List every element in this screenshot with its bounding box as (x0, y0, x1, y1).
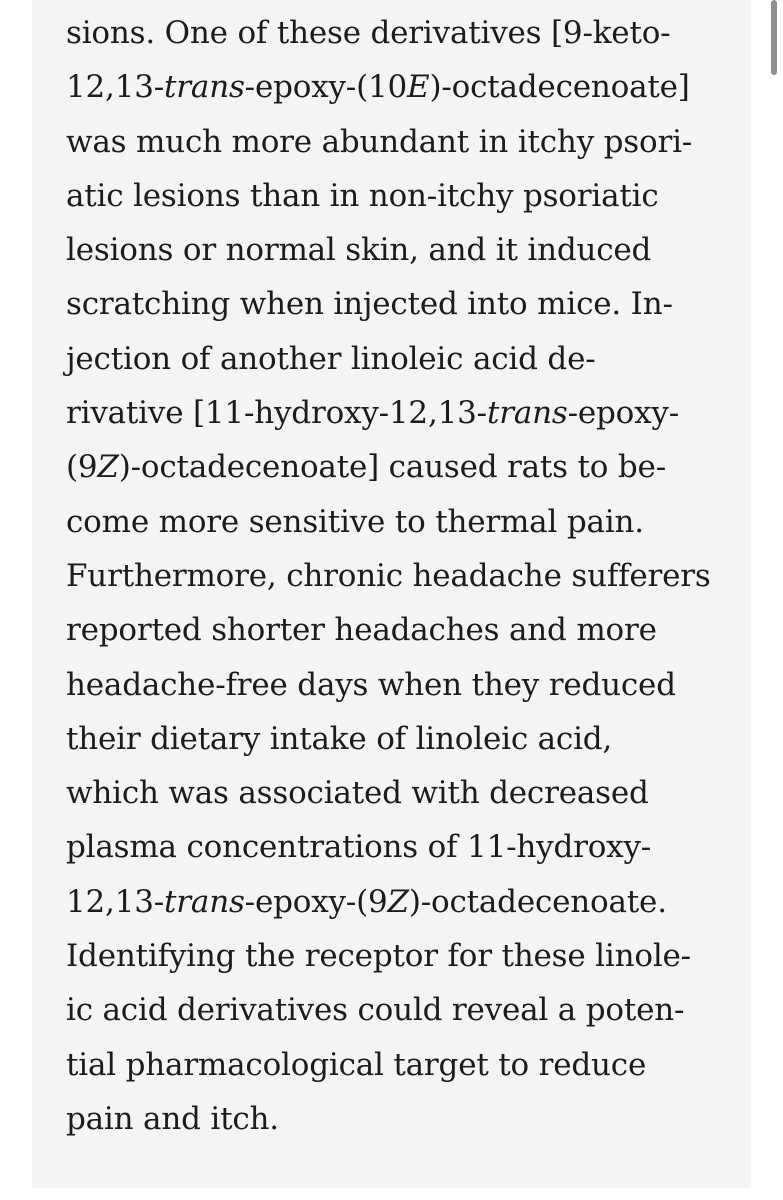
text-segment: -epoxy- (567, 395, 679, 432)
text-line (66, 169, 766, 223)
text-segment: tial pharmacological target to reduce (66, 1046, 647, 1083)
text-segment: their dietary intake of linoleic acid, (66, 720, 613, 757)
text-line (66, 603, 766, 657)
text-segment: (9 (66, 449, 98, 486)
text-segment: scratching when injected into mice. In- (66, 286, 673, 323)
text-segment: )-octadecenoate] caused rats to be- (118, 449, 666, 486)
text-segment: pain and itch. (66, 1100, 279, 1137)
text-segment: lesions or normal skin, and it induced (66, 232, 652, 269)
text-line (66, 115, 766, 169)
text-line (66, 820, 766, 874)
text-line (66, 386, 766, 440)
text-segment: come more sensitive to thermal pain. (66, 503, 644, 540)
text-segment: was much more abundant in itchy psori- (66, 123, 693, 160)
text-line (66, 223, 766, 277)
text-line (66, 549, 766, 603)
italic-text-segment: Z (97, 449, 119, 486)
text-line (66, 766, 766, 820)
text-segment: rivative [11-hydroxy-12,13- (66, 395, 487, 432)
text-segment: atic lesions than in non-itchy psoriatic (66, 177, 659, 214)
scrollbar-thumb[interactable] (771, 0, 777, 75)
italic-text-segment: trans (164, 883, 245, 920)
italic-text-segment: trans (164, 69, 245, 106)
text-line (66, 277, 766, 331)
text-segment: -epoxy-(9 (244, 883, 388, 920)
text-line (66, 1092, 766, 1146)
text-line (66, 929, 766, 983)
text-segment: plasma concentrations of 11-hydroxy- (66, 829, 652, 866)
italic-text-segment: trans (486, 395, 568, 432)
text-segment: reported shorter headaches and more (66, 612, 657, 649)
text-segment: )-octadecenoate] (429, 69, 690, 106)
text-line (66, 495, 766, 549)
text-line (66, 332, 766, 386)
italic-text-segment: Z (387, 883, 409, 920)
article-paragraph (66, 6, 766, 1146)
text-line (66, 712, 766, 766)
text-segment: 12,13- (66, 883, 165, 920)
text-segment: headache-free days when they reduced (66, 666, 676, 703)
text-segment: which was associated with decreased (66, 775, 649, 812)
italic-text-segment: E (407, 69, 430, 106)
text-segment: ic acid derivatives could reveal a poten- (66, 992, 685, 1029)
text-segment: Furthermore, chronic headache sufferers (66, 557, 711, 594)
text-line (66, 60, 766, 114)
text-line (66, 6, 766, 60)
text-segment: 12,13- (66, 69, 165, 106)
text-line (66, 983, 766, 1037)
text-segment: sions. One of these derivatives [9-keto- (66, 15, 671, 51)
text-line (66, 440, 766, 494)
text-line (66, 658, 766, 712)
text-segment: -epoxy-(10 (244, 69, 408, 106)
text-segment: Identifying the receptor for these linole- (66, 938, 691, 975)
text-line (66, 875, 766, 929)
text-line (66, 1038, 766, 1092)
text-segment: )-octadecenoate. (408, 883, 667, 920)
text-segment: jection of another linoleic acid de- (66, 340, 596, 377)
